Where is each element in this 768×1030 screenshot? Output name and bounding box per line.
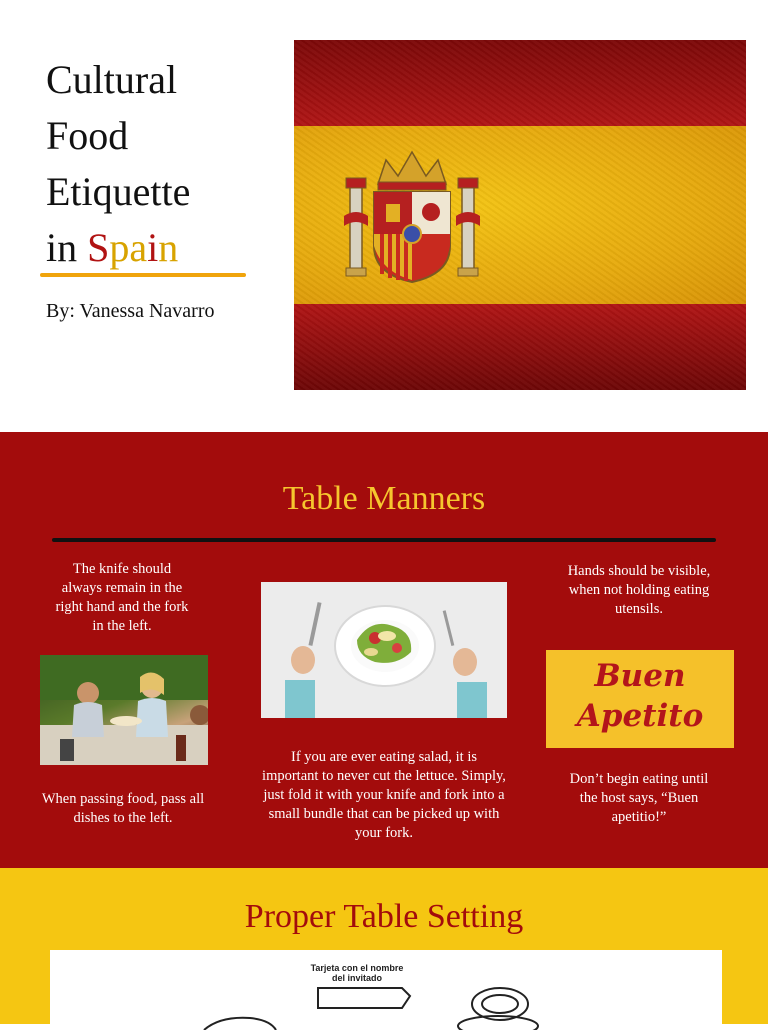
buen-apetito-line-1: Buen (594, 658, 686, 694)
buen-apetito-line-2: Apetito (576, 698, 704, 734)
title-line-3: Etiquette (46, 169, 191, 214)
family-dinner-photo (40, 655, 208, 765)
table-manners-heading: Table Manners (282, 480, 486, 517)
table-setting-diagram (50, 950, 722, 1030)
title-line-1: Cultural (46, 57, 178, 102)
place-card-label-line-2: del invitado (331, 973, 382, 983)
spain-flag-image (294, 40, 746, 390)
title-underline (40, 273, 246, 277)
title-in-word: in (46, 225, 78, 270)
passing-food-tip: When passing food, pass all dishes to the left. (41, 791, 205, 826)
section-divider (52, 538, 716, 542)
title-spain-letter-i: i (147, 225, 159, 270)
title-spain-letter-s: S (87, 225, 110, 270)
hands-visible-tip: Hands should be visible, when not holding eating utensils. (567, 563, 711, 617)
salad-tip: If you are ever eating salad, it is important to never cut the lettuce. Simply, just fold it with your knife and fork into a small bundle that can be picked up with your fork. (262, 749, 506, 841)
title-line-2: Food (46, 113, 129, 158)
title-line-4 (46, 220, 286, 276)
table-setting-heading: Proper Table Setting (244, 898, 524, 935)
title-spain-letter-p: p (109, 225, 130, 270)
place-card-outline (318, 988, 410, 1008)
title-spain-letter-n: n (158, 225, 179, 270)
knife-fork-tip: The knife should always remain in the right hand and the fork in the left. (55, 561, 189, 634)
place-card-label-line-1: Tarjeta con el nombre (310, 963, 404, 973)
host-tip: Don’t begin eating until the host says, “Buen apetitio!” (569, 771, 709, 825)
coat-of-arms-icon (342, 146, 482, 286)
author-byline: By: Vanessa Navarro (46, 300, 215, 322)
salad-plate-photo (261, 582, 507, 718)
buen-apetito-label (546, 656, 734, 736)
title-spain-letter-a: a (129, 225, 148, 270)
page-title (46, 52, 286, 276)
